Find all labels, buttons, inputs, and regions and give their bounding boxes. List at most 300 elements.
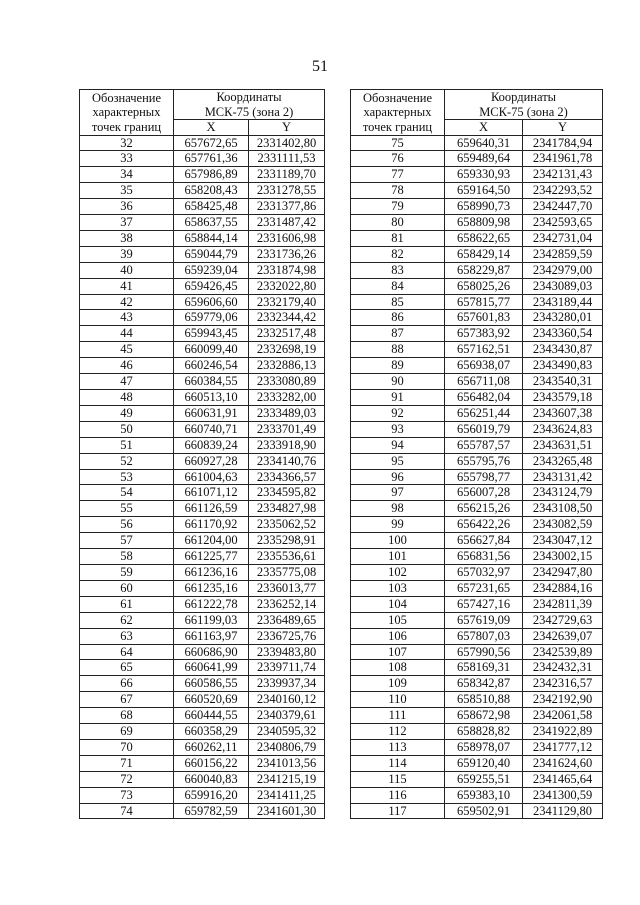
point-number-cell: 81 xyxy=(351,230,445,246)
point-number-cell: 117 xyxy=(351,803,445,819)
page-number: 51 xyxy=(312,58,328,75)
x-coordinate-cell: 659383,10 xyxy=(445,787,523,803)
x-coordinate-cell: 661004,63 xyxy=(174,469,249,485)
y-coordinate-cell: 2332698,19 xyxy=(249,342,325,358)
point-number-cell: 38 xyxy=(80,230,174,246)
point-number-cell: 52 xyxy=(80,453,174,469)
y-coordinate-cell: 2343124,79 xyxy=(523,485,603,501)
table-row xyxy=(80,803,325,819)
y-coordinate-cell: 2341411,25 xyxy=(249,787,325,803)
x-coordinate-cell: 658169,31 xyxy=(445,660,523,676)
table-row xyxy=(80,739,325,755)
y-coordinate-cell: 2343490,83 xyxy=(523,358,603,374)
x-coordinate-cell: 660246,54 xyxy=(174,358,249,374)
y-coordinate-cell: 2342884,16 xyxy=(523,580,603,596)
y-coordinate-cell: 2331111,53 xyxy=(249,151,325,167)
x-coordinate-cell: 657427,16 xyxy=(445,596,523,612)
y-coordinate-cell: 2340160,12 xyxy=(249,692,325,708)
x-coordinate-cell: 660520,69 xyxy=(174,692,249,708)
table-row xyxy=(351,246,603,262)
y-column-header: Y xyxy=(249,120,325,136)
coords-title: Координаты xyxy=(490,90,557,104)
table-row xyxy=(351,183,603,199)
y-coordinate-cell: 2343002,15 xyxy=(523,549,603,565)
table-row xyxy=(80,724,325,740)
table-row xyxy=(80,326,325,342)
x-coordinate-cell: 657672,65 xyxy=(174,135,249,151)
point-number-cell: 47 xyxy=(80,374,174,390)
x-coordinate-cell: 656422,26 xyxy=(445,517,523,533)
table-row xyxy=(80,199,325,215)
table-row xyxy=(80,437,325,453)
x-coordinate-cell: 659044,79 xyxy=(174,246,249,262)
point-number-cell: 32 xyxy=(80,135,174,151)
y-coordinate-cell: 2331736,26 xyxy=(249,246,325,262)
table-row xyxy=(80,549,325,565)
y-coordinate-cell: 2342639,07 xyxy=(523,628,603,644)
table-row xyxy=(80,612,325,628)
x-coordinate-cell: 656007,28 xyxy=(445,485,523,501)
x-coordinate-cell: 660586,55 xyxy=(174,676,249,692)
point-number-cell: 44 xyxy=(80,326,174,342)
point-number-cell: 115 xyxy=(351,771,445,787)
point-number-cell: 116 xyxy=(351,787,445,803)
point-number-cell: 96 xyxy=(351,469,445,485)
y-coordinate-cell: 2333489,03 xyxy=(249,405,325,421)
y-coordinate-cell: 2339483,80 xyxy=(249,644,325,660)
x-coordinate-cell: 660444,55 xyxy=(174,708,249,724)
point-number-cell: 58 xyxy=(80,549,174,565)
y-coordinate-cell: 2335536,61 xyxy=(249,549,325,565)
point-number-cell: 64 xyxy=(80,644,174,660)
point-number-cell: 90 xyxy=(351,374,445,390)
table-row xyxy=(351,167,603,183)
x-coordinate-cell: 660740,71 xyxy=(174,421,249,437)
y-coordinate-cell: 2342729,63 xyxy=(523,612,603,628)
table-row xyxy=(351,724,603,740)
y-coordinate-cell: 2339711,74 xyxy=(249,660,325,676)
point-number-cell: 102 xyxy=(351,564,445,580)
y-coordinate-cell: 2331606,98 xyxy=(249,230,325,246)
point-number-cell: 66 xyxy=(80,676,174,692)
x-coordinate-cell: 656482,04 xyxy=(445,390,523,406)
point-number-cell: 36 xyxy=(80,199,174,215)
point-number-cell: 77 xyxy=(351,167,445,183)
table-row xyxy=(80,310,325,326)
x-coordinate-cell: 660839,24 xyxy=(174,437,249,453)
y-coordinate-cell: 2341300,59 xyxy=(523,787,603,803)
x-coordinate-cell: 659779,06 xyxy=(174,310,249,326)
y-coordinate-cell: 2341961,78 xyxy=(523,151,603,167)
x-coordinate-cell: 656019,79 xyxy=(445,421,523,437)
y-coordinate-cell: 2343624,83 xyxy=(523,421,603,437)
x-coordinate-cell: 659489,64 xyxy=(445,151,523,167)
y-coordinate-cell: 2342731,04 xyxy=(523,230,603,246)
x-coordinate-cell: 660686,90 xyxy=(174,644,249,660)
y-coordinate-cell: 2343089,03 xyxy=(523,278,603,294)
y-coordinate-cell: 2343047,12 xyxy=(523,533,603,549)
table-row xyxy=(351,739,603,755)
table-row xyxy=(80,580,325,596)
x-coordinate-cell: 658342,87 xyxy=(445,676,523,692)
table-row xyxy=(80,230,325,246)
x-coordinate-cell: 656627,84 xyxy=(445,533,523,549)
x-coordinate-cell: 657032,97 xyxy=(445,564,523,580)
y-coordinate-cell: 2343108,50 xyxy=(523,501,603,517)
table-row xyxy=(351,230,603,246)
table-row xyxy=(351,405,603,421)
table-row xyxy=(351,596,603,612)
right-table-body xyxy=(351,135,603,819)
y-coordinate-cell: 2342192,90 xyxy=(523,692,603,708)
x-coordinate-cell: 659640,31 xyxy=(445,135,523,151)
x-coordinate-cell: 659782,59 xyxy=(174,803,249,819)
y-coordinate-cell: 2343579,18 xyxy=(523,390,603,406)
point-number-cell: 56 xyxy=(80,517,174,533)
y-coordinate-cell: 2341215,19 xyxy=(249,771,325,787)
table-row xyxy=(351,628,603,644)
point-number-cell: 86 xyxy=(351,310,445,326)
table-row xyxy=(80,183,325,199)
point-number-cell: 101 xyxy=(351,549,445,565)
point-number-cell: 100 xyxy=(351,533,445,549)
point-number-cell: 49 xyxy=(80,405,174,421)
table-row xyxy=(351,644,603,660)
y-coordinate-cell: 2331278,55 xyxy=(249,183,325,199)
table-row xyxy=(80,485,325,501)
x-coordinate-cell: 660156,22 xyxy=(174,755,249,771)
y-coordinate-cell: 2342947,80 xyxy=(523,564,603,580)
x-coordinate-cell: 658828,82 xyxy=(445,724,523,740)
point-number-cell: 79 xyxy=(351,199,445,215)
point-number-cell: 93 xyxy=(351,421,445,437)
y-coordinate-cell: 2331377,86 xyxy=(249,199,325,215)
coords-header xyxy=(174,90,325,120)
y-coordinate-cell: 2331487,42 xyxy=(249,215,325,231)
table-row xyxy=(351,278,603,294)
table-row xyxy=(80,660,325,676)
x-coordinate-cell: 660040,83 xyxy=(174,771,249,787)
table-row xyxy=(351,564,603,580)
table-row xyxy=(80,167,325,183)
point-number-cell: 91 xyxy=(351,390,445,406)
table-row xyxy=(351,421,603,437)
x-coordinate-cell: 659164,50 xyxy=(445,183,523,199)
table-row xyxy=(351,342,603,358)
x-coordinate-cell: 658990,73 xyxy=(445,199,523,215)
table-row xyxy=(80,501,325,517)
point-header-line-1: Обозначение xyxy=(362,90,433,105)
x-coordinate-cell: 658510,88 xyxy=(445,692,523,708)
point-number-cell: 63 xyxy=(80,628,174,644)
table-row xyxy=(80,771,325,787)
y-coordinate-cell: 2342979,00 xyxy=(523,262,603,278)
y-coordinate-cell: 2342447,70 xyxy=(523,199,603,215)
point-number-cell: 71 xyxy=(80,755,174,771)
point-number-cell: 46 xyxy=(80,358,174,374)
y-coordinate-cell: 2333701,49 xyxy=(249,421,325,437)
point-number-cell: 41 xyxy=(80,278,174,294)
x-coordinate-cell: 657807,03 xyxy=(445,628,523,644)
point-number-cell: 87 xyxy=(351,326,445,342)
point-number-cell: 35 xyxy=(80,183,174,199)
point-number-cell: 48 xyxy=(80,390,174,406)
y-coordinate-cell: 2343430,87 xyxy=(523,342,603,358)
table-row xyxy=(351,199,603,215)
x-coordinate-cell: 655795,76 xyxy=(445,453,523,469)
x-coordinate-cell: 658637,55 xyxy=(174,215,249,231)
x-coordinate-cell: 660099,40 xyxy=(174,342,249,358)
point-number-cell: 72 xyxy=(80,771,174,787)
table-row xyxy=(351,358,603,374)
x-coordinate-cell: 659916,20 xyxy=(174,787,249,803)
y-coordinate-cell: 2342432,31 xyxy=(523,660,603,676)
y-coordinate-cell: 2334595,82 xyxy=(249,485,325,501)
table-row xyxy=(80,278,325,294)
y-coordinate-cell: 2336013,77 xyxy=(249,580,325,596)
point-number-cell: 40 xyxy=(80,262,174,278)
y-coordinate-cell: 2343265,48 xyxy=(523,453,603,469)
point-number-cell: 98 xyxy=(351,501,445,517)
x-coordinate-cell: 661071,12 xyxy=(174,485,249,501)
point-number-cell: 34 xyxy=(80,167,174,183)
x-coordinate-cell: 658622,65 xyxy=(445,230,523,246)
point-number-cell: 74 xyxy=(80,803,174,819)
x-coordinate-cell: 659120,40 xyxy=(445,755,523,771)
table-row xyxy=(351,374,603,390)
x-coordinate-cell: 660631,91 xyxy=(174,405,249,421)
y-coordinate-cell: 2341777,12 xyxy=(523,739,603,755)
y-coordinate-cell: 2332517,48 xyxy=(249,326,325,342)
point-number-cell: 88 xyxy=(351,342,445,358)
y-coordinate-cell: 2332344,42 xyxy=(249,310,325,326)
x-coordinate-cell: 661170,92 xyxy=(174,517,249,533)
y-coordinate-cell: 2343082,59 xyxy=(523,517,603,533)
point-number-cell: 33 xyxy=(80,151,174,167)
point-number-cell: 78 xyxy=(351,183,445,199)
point-number-cell: 94 xyxy=(351,437,445,453)
point-number-cell: 110 xyxy=(351,692,445,708)
table-row xyxy=(80,469,325,485)
table-row xyxy=(351,135,603,151)
table-row xyxy=(80,676,325,692)
coords-system: МСК-75 (зона 2) xyxy=(479,104,568,119)
y-coordinate-cell: 2341784,94 xyxy=(523,135,603,151)
x-coordinate-cell: 661126,59 xyxy=(174,501,249,517)
point-number-cell: 61 xyxy=(80,596,174,612)
x-coordinate-cell: 656831,56 xyxy=(445,549,523,565)
point-column-header xyxy=(351,90,445,136)
table-row xyxy=(80,390,325,406)
x-coordinate-cell: 660384,55 xyxy=(174,374,249,390)
table-row xyxy=(351,262,603,278)
x-coordinate-cell: 660358,29 xyxy=(174,724,249,740)
point-number-cell: 51 xyxy=(80,437,174,453)
table-row xyxy=(351,469,603,485)
y-coordinate-cell: 2343607,38 xyxy=(523,405,603,421)
table-row xyxy=(80,755,325,771)
y-coordinate-cell: 2335062,52 xyxy=(249,517,325,533)
y-coordinate-cell: 2336252,14 xyxy=(249,596,325,612)
x-coordinate-cell: 660927,28 xyxy=(174,453,249,469)
table-row xyxy=(80,405,325,421)
point-number-cell: 45 xyxy=(80,342,174,358)
point-number-cell: 60 xyxy=(80,580,174,596)
x-coordinate-cell: 657383,92 xyxy=(445,326,523,342)
table-row xyxy=(80,644,325,660)
point-number-cell: 85 xyxy=(351,294,445,310)
table-row xyxy=(351,708,603,724)
x-coordinate-cell: 656938,07 xyxy=(445,358,523,374)
table-row xyxy=(351,215,603,231)
point-number-cell: 106 xyxy=(351,628,445,644)
x-coordinate-cell: 658978,07 xyxy=(445,739,523,755)
point-header-line-3: точек границ xyxy=(91,119,162,134)
y-coordinate-cell: 2341624,60 xyxy=(523,755,603,771)
point-number-cell: 42 xyxy=(80,294,174,310)
y-coordinate-cell: 2331402,80 xyxy=(249,135,325,151)
table-row xyxy=(351,660,603,676)
y-coordinate-cell: 2340595,32 xyxy=(249,724,325,740)
y-coordinate-cell: 2343540,31 xyxy=(523,374,603,390)
point-number-cell: 108 xyxy=(351,660,445,676)
x-coordinate-cell: 661199,03 xyxy=(174,612,249,628)
coords-title: Координаты xyxy=(216,90,282,104)
coordinates-table-left xyxy=(79,89,325,819)
table-row xyxy=(351,771,603,787)
table-row xyxy=(80,358,325,374)
point-number-cell: 62 xyxy=(80,612,174,628)
table-row xyxy=(80,628,325,644)
x-coordinate-cell: 656251,44 xyxy=(445,405,523,421)
table-row xyxy=(80,533,325,549)
x-coordinate-cell: 658672,98 xyxy=(445,708,523,724)
point-number-cell: 114 xyxy=(351,755,445,771)
table-row xyxy=(351,437,603,453)
y-coordinate-cell: 2342539,89 xyxy=(523,644,603,660)
point-column-header xyxy=(80,90,174,136)
table-row xyxy=(80,692,325,708)
table-row xyxy=(80,517,325,533)
point-number-cell: 89 xyxy=(351,358,445,374)
y-coordinate-cell: 2332179,40 xyxy=(249,294,325,310)
x-coordinate-cell: 656215,26 xyxy=(445,501,523,517)
point-header-line-2: характерных xyxy=(92,105,161,119)
point-number-cell: 97 xyxy=(351,485,445,501)
y-coordinate-cell: 2342131,43 xyxy=(523,167,603,183)
point-number-cell: 104 xyxy=(351,596,445,612)
table-row xyxy=(351,533,603,549)
point-number-cell: 68 xyxy=(80,708,174,724)
point-number-cell: 111 xyxy=(351,708,445,724)
x-coordinate-cell: 658208,43 xyxy=(174,183,249,199)
table-row xyxy=(80,564,325,580)
y-coordinate-cell: 2339937,34 xyxy=(249,676,325,692)
table-row xyxy=(351,453,603,469)
x-coordinate-cell: 659330,93 xyxy=(445,167,523,183)
x-coordinate-cell: 660513,10 xyxy=(174,390,249,406)
table-row xyxy=(351,310,603,326)
y-coordinate-cell: 2331874,98 xyxy=(249,262,325,278)
x-coordinate-cell: 658429,14 xyxy=(445,246,523,262)
x-coordinate-cell: 657619,09 xyxy=(445,612,523,628)
y-coordinate-cell: 2342293,52 xyxy=(523,183,603,199)
y-coordinate-cell: 2341922,89 xyxy=(523,724,603,740)
table-row xyxy=(351,151,603,167)
y-coordinate-cell: 2332886,13 xyxy=(249,358,325,374)
x-coordinate-cell: 661163,97 xyxy=(174,628,249,644)
point-number-cell: 82 xyxy=(351,246,445,262)
table-row xyxy=(351,692,603,708)
table-row xyxy=(80,421,325,437)
point-number-cell: 69 xyxy=(80,724,174,740)
table-row xyxy=(80,708,325,724)
table-row xyxy=(351,612,603,628)
table-row xyxy=(351,326,603,342)
table-row xyxy=(351,485,603,501)
x-coordinate-cell: 659943,45 xyxy=(174,326,249,342)
point-number-cell: 109 xyxy=(351,676,445,692)
y-coordinate-cell: 2331189,70 xyxy=(249,167,325,183)
table-row xyxy=(351,803,603,819)
table-row xyxy=(80,342,325,358)
point-number-cell: 95 xyxy=(351,453,445,469)
x-column-header: X xyxy=(174,120,249,136)
y-coordinate-cell: 2334140,76 xyxy=(249,453,325,469)
table-row xyxy=(80,596,325,612)
y-coordinate-cell: 2342061,58 xyxy=(523,708,603,724)
x-coordinate-cell: 656711,08 xyxy=(445,374,523,390)
x-coordinate-cell: 661236,16 xyxy=(174,564,249,580)
point-number-cell: 37 xyxy=(80,215,174,231)
point-number-cell: 54 xyxy=(80,485,174,501)
point-number-cell: 57 xyxy=(80,533,174,549)
point-number-cell: 73 xyxy=(80,787,174,803)
x-coordinate-cell: 657990,56 xyxy=(445,644,523,660)
left-table-body xyxy=(80,135,325,819)
x-coordinate-cell: 661222,78 xyxy=(174,596,249,612)
table-row xyxy=(351,501,603,517)
table-row xyxy=(80,294,325,310)
y-coordinate-cell: 2334827,98 xyxy=(249,501,325,517)
x-coordinate-cell: 658425,48 xyxy=(174,199,249,215)
y-coordinate-cell: 2342593,65 xyxy=(523,215,603,231)
x-column-header: X xyxy=(445,120,523,136)
y-coordinate-cell: 2341465,64 xyxy=(523,771,603,787)
table-row xyxy=(80,215,325,231)
point-number-cell: 99 xyxy=(351,517,445,533)
point-number-cell: 50 xyxy=(80,421,174,437)
y-coordinate-cell: 2336725,76 xyxy=(249,628,325,644)
coordinates-table-right xyxy=(350,89,603,819)
x-coordinate-cell: 655798,77 xyxy=(445,469,523,485)
y-coordinate-cell: 2342859,59 xyxy=(523,246,603,262)
x-coordinate-cell: 658844,14 xyxy=(174,230,249,246)
table-row xyxy=(351,517,603,533)
point-number-cell: 76 xyxy=(351,151,445,167)
point-header-line-2: характерных xyxy=(363,105,432,119)
x-coordinate-cell: 655787,57 xyxy=(445,437,523,453)
point-number-cell: 80 xyxy=(351,215,445,231)
point-number-cell: 59 xyxy=(80,564,174,580)
x-coordinate-cell: 659502,91 xyxy=(445,803,523,819)
point-header-line-1: Обозначение xyxy=(91,90,162,105)
y-coordinate-cell: 2332022,80 xyxy=(249,278,325,294)
y-coordinate-cell: 2335298,91 xyxy=(249,533,325,549)
point-number-cell: 53 xyxy=(80,469,174,485)
y-coordinate-cell: 2343189,44 xyxy=(523,294,603,310)
x-coordinate-cell: 657815,77 xyxy=(445,294,523,310)
